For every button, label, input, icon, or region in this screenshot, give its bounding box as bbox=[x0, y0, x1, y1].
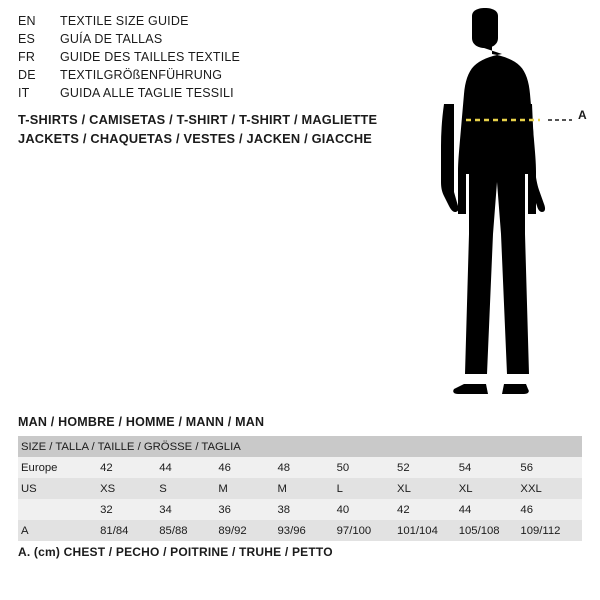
category-headings bbox=[18, 110, 398, 148]
table-row bbox=[18, 457, 582, 478]
table-row bbox=[18, 520, 582, 541]
cell-value: 34 bbox=[159, 499, 218, 520]
table-header-row bbox=[18, 436, 582, 457]
cell-value: 32 bbox=[100, 499, 159, 520]
cell-value: 81/84 bbox=[100, 520, 159, 541]
legend-row bbox=[18, 68, 388, 86]
cell-value: 54 bbox=[459, 457, 521, 478]
legend-row bbox=[18, 32, 388, 50]
size-table bbox=[18, 436, 582, 541]
legend-language-code: ES bbox=[18, 32, 36, 46]
cell-value: 89/92 bbox=[218, 520, 277, 541]
cell-value: 93/96 bbox=[278, 520, 337, 541]
cell-value: XL bbox=[459, 478, 521, 499]
figure-silhouette-icon bbox=[400, 8, 600, 408]
cell-value: 50 bbox=[337, 457, 397, 478]
cell-value: 56 bbox=[520, 457, 582, 478]
cell-value: M bbox=[278, 478, 337, 499]
cell-value: 42 bbox=[100, 457, 159, 478]
row-label: Europe bbox=[18, 457, 100, 478]
row-label bbox=[18, 499, 100, 520]
cell-value: S bbox=[159, 478, 218, 499]
row-label: A bbox=[18, 520, 100, 541]
legend-language-code: IT bbox=[18, 86, 30, 100]
legend-language-text: GUIDA ALLE TAGLIE TESSILI bbox=[60, 86, 234, 100]
cell-value: 42 bbox=[397, 499, 459, 520]
cell-value: 101/104 bbox=[397, 520, 459, 541]
legend-language-code: FR bbox=[18, 50, 36, 64]
row-label: US bbox=[18, 478, 100, 499]
cell-value: 109/112 bbox=[520, 520, 582, 541]
category-tshirts: T-SHIRTS / CAMISETAS / T-SHIRT / T-SHIRT / MAGLIETTE bbox=[18, 112, 378, 127]
cell-value: 44 bbox=[159, 457, 218, 478]
legend-row bbox=[18, 14, 388, 32]
cell-value: XS bbox=[100, 478, 159, 499]
cell-value: 97/100 bbox=[337, 520, 397, 541]
cell-value: 105/108 bbox=[459, 520, 521, 541]
legend-row bbox=[18, 86, 388, 104]
cell-value: M bbox=[218, 478, 277, 499]
cell-value: L bbox=[337, 478, 397, 499]
legend-language-text: TEXTILGRÖßENFÜHRUNG bbox=[60, 68, 223, 82]
male-figure-illustration bbox=[400, 8, 600, 408]
legend-language-text: GUÍA DE TALLAS bbox=[60, 32, 163, 46]
language-legend bbox=[18, 14, 388, 104]
cell-value: 46 bbox=[520, 499, 582, 520]
legend-language-code: DE bbox=[18, 68, 36, 82]
cell-value: 46 bbox=[218, 457, 277, 478]
legend-language-text: TEXTILE SIZE GUIDE bbox=[60, 14, 189, 28]
cell-value: 40 bbox=[337, 499, 397, 520]
table-row bbox=[18, 499, 582, 520]
table-header-label: SIZE / TALLA / TAILLE / GRÖSSE / TAGLIA bbox=[18, 436, 582, 457]
cell-value: 85/88 bbox=[159, 520, 218, 541]
legend-language-code: EN bbox=[18, 14, 36, 28]
category-jackets: JACKETS / CHAQUETAS / VESTES / JACKEN / GIACCHE bbox=[18, 131, 373, 146]
footnote-chest-measure: A. (cm) CHEST / PECHO / POITRINE / TRUHE / PETTO bbox=[18, 545, 333, 559]
cell-value: XL bbox=[397, 478, 459, 499]
table-title-man: MAN / HOMBRE / HOMME / MANN / MAN bbox=[18, 415, 265, 429]
cell-value: 48 bbox=[278, 457, 337, 478]
table-row bbox=[18, 478, 582, 499]
cell-value: 44 bbox=[459, 499, 521, 520]
cell-value: 36 bbox=[218, 499, 277, 520]
measure-label-a: A bbox=[578, 108, 587, 122]
size-table-section bbox=[18, 415, 582, 541]
cell-value: XXL bbox=[520, 478, 582, 499]
cell-value: 52 bbox=[397, 457, 459, 478]
legend-row bbox=[18, 50, 388, 68]
cell-value: 38 bbox=[278, 499, 337, 520]
legend-language-text: GUIDE DES TAILLES TEXTILE bbox=[60, 50, 241, 64]
